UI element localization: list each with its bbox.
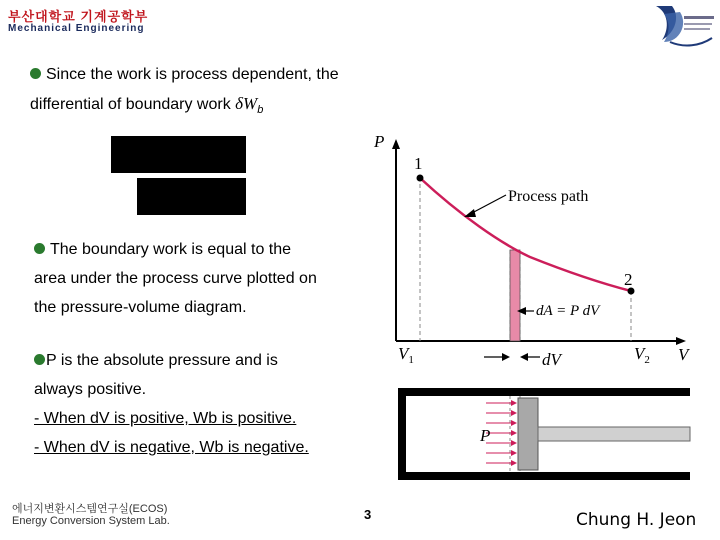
process-path-arrow-icon <box>464 209 476 217</box>
para1-line1: Since the work is process dependent, the <box>46 66 339 83</box>
bullet-icon <box>30 68 41 79</box>
footer-lab-korean: 에너지변환시스템연구실(ECOS) <box>12 503 168 515</box>
v2-label: $V_2$ <box>634 344 650 366</box>
v1-label: $V_1$ <box>398 344 414 366</box>
header-korean-title: 부산대학교 기계공학부 <box>8 9 149 24</box>
pressure-arrowheads-icon <box>511 400 517 466</box>
dv-label: dV <box>542 350 561 369</box>
cylinder-bottom-wall <box>398 472 690 480</box>
delta-w-subscript: b <box>257 104 264 117</box>
para1-line2: differential of boundary work <box>30 96 236 113</box>
para3-line3: - When dV is positive, Wb is positive. <box>34 410 297 427</box>
piston-pressure-label: P <box>480 426 491 445</box>
da-label: dA = P dV <box>536 303 600 319</box>
state1-label: 1 <box>414 154 423 173</box>
cylinder-end-wall <box>398 388 406 480</box>
bullet-icon <box>34 243 45 254</box>
para2-line3: the pressure-volume diagram. <box>34 299 247 316</box>
bullet-icon <box>34 354 45 365</box>
pv-diagram <box>360 125 720 495</box>
para3-line2: always positive. <box>34 381 147 398</box>
page-number: 3 <box>364 507 372 522</box>
v-axis-label: V <box>678 345 689 364</box>
footer-lab-english: Energy Conversion System Lab. <box>12 515 170 527</box>
equation-box-1 <box>111 136 246 173</box>
equation-box-2 <box>137 178 246 215</box>
para3-line1: P is the absolute pressure and is <box>46 352 278 369</box>
delta-w-symbol: δW <box>235 94 258 113</box>
v-axis-arrow-icon <box>676 337 686 345</box>
p-axis-arrow-icon <box>392 139 400 149</box>
header-english-title: Mechanical Engineering <box>8 23 145 34</box>
cylinder-top-wall <box>398 388 690 396</box>
process-path-pointer <box>472 195 506 213</box>
dv-right-arrow-icon <box>520 353 528 361</box>
para2-line1: The boundary work is equal to the <box>50 241 292 258</box>
state2-label: 2 <box>624 270 633 289</box>
university-emblem-icon <box>650 2 716 52</box>
paragraph-absolute-pressure <box>34 346 309 462</box>
paragraph-process-dependent <box>30 60 339 125</box>
p-axis-label: P <box>374 132 385 151</box>
da-strip <box>510 250 520 341</box>
author-name: Chung H. Jeon <box>576 510 697 530</box>
piston-rod <box>538 427 690 441</box>
piston <box>518 398 538 470</box>
dv-left-arrow-icon <box>502 353 510 361</box>
state1-point <box>417 175 424 182</box>
para3-line4: - When dV is negative, Wb is negative. <box>34 439 309 456</box>
para2-line2: area under the process curve plotted on <box>34 270 317 287</box>
process-path-label: Process path <box>508 188 589 205</box>
paragraph-boundary-work-area <box>34 235 317 322</box>
